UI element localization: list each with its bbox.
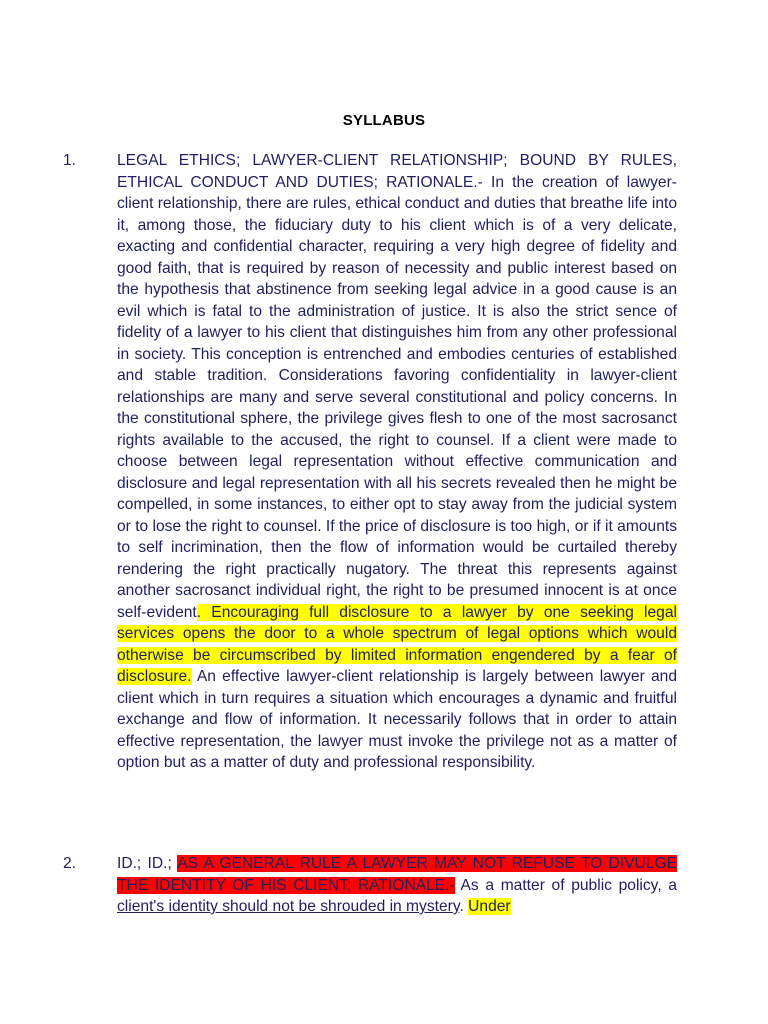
item-number: 2. <box>63 855 77 872</box>
item-text: . <box>459 898 469 915</box>
highlighted-heading: AS A GENERAL RULE A LAWYER MAY NOT REFUSE TO DIVULGE THE IDENTITY OF HIS CLIENT; RATIONALE.- <box>117 855 678 894</box>
syllabus-item-2 <box>63 853 678 918</box>
item-number: 1. <box>63 152 77 169</box>
document-title: SYLLABUS <box>342 112 426 129</box>
syllabus-item-2-body <box>63 853 678 918</box>
item-text: As a matter of public policy, a <box>454 876 677 894</box>
highlighted-passage: Under <box>468 898 511 915</box>
syllabus-item-1-body <box>63 150 677 774</box>
syllabus-item-1 <box>63 150 677 774</box>
item-heading: LEGAL ETHICS; LAWYER-CLIENT RELATIONSHIP; BOUND BY RULES, ETHICAL CONDUCT AND DUTIES; RATIONALE.- <box>117 152 677 191</box>
item-text: An effective lawyer-client relationship is largely between lawyer and client which in turn requires a situation which encourages a dynamic and fruitful exchange and flow of information. It necessarily follows that in order to attain effective representation, the lawyer must invoke the privilege not as a matter of option but as a matter of duty and professional responsibility. <box>117 668 677 771</box>
item-lead: ID.; ID.; <box>117 855 178 872</box>
highlighted-passage: . Encouraging full disclosure to a lawyer by one seeking legal services opens the door to a whole spectrum of legal options which would otherwise be circumscribed by limited information engendered by a fear of disclosure. <box>117 603 677 685</box>
underlined-passage: client's identity should not be shrouded in mystery <box>117 898 460 915</box>
item-text: In the creation of lawyer-client relationship, there are rules, ethical conduct and duties that breathe life into it, among those, the fiduciary duty to his client which is of a very delicate, exacting and confidential character, requiring a very high degree of fidelity and good faith, that is required by reason of necessity and public interest based on the hypothesis that abstinence from seeking legal advice in a good cause is an evil which is fatal to the administration of justice. It is also the strict sence of fidelity of a lawyer to his client that distinguishes him from any other professional in society. This conception is entrenched and embodies centuries of established and stable tradition. Considerations favoring confidentiality in lawyer-client relationships are many and serve several constitutional and policy concerns. In the constitutional sphere, the privilege gives flesh to one of the most sacrosanct rights available to the accused, the right to counsel. If a client were made to choose between legal representation without effective communication and disclosure and legal representation with all his secrets revealed then he might be compelled, in some instances, to either opt to stay away from the judicial system or to lose the right to counsel. If the price of disclosure is too high, or if it amounts to self incrimination, then the flow of information would be curtailed thereby rendering the right practically nugatory. The threat this represents against another sacrosanct individual right, the right to be presumed innocent is at once self-evident <box>117 173 677 621</box>
